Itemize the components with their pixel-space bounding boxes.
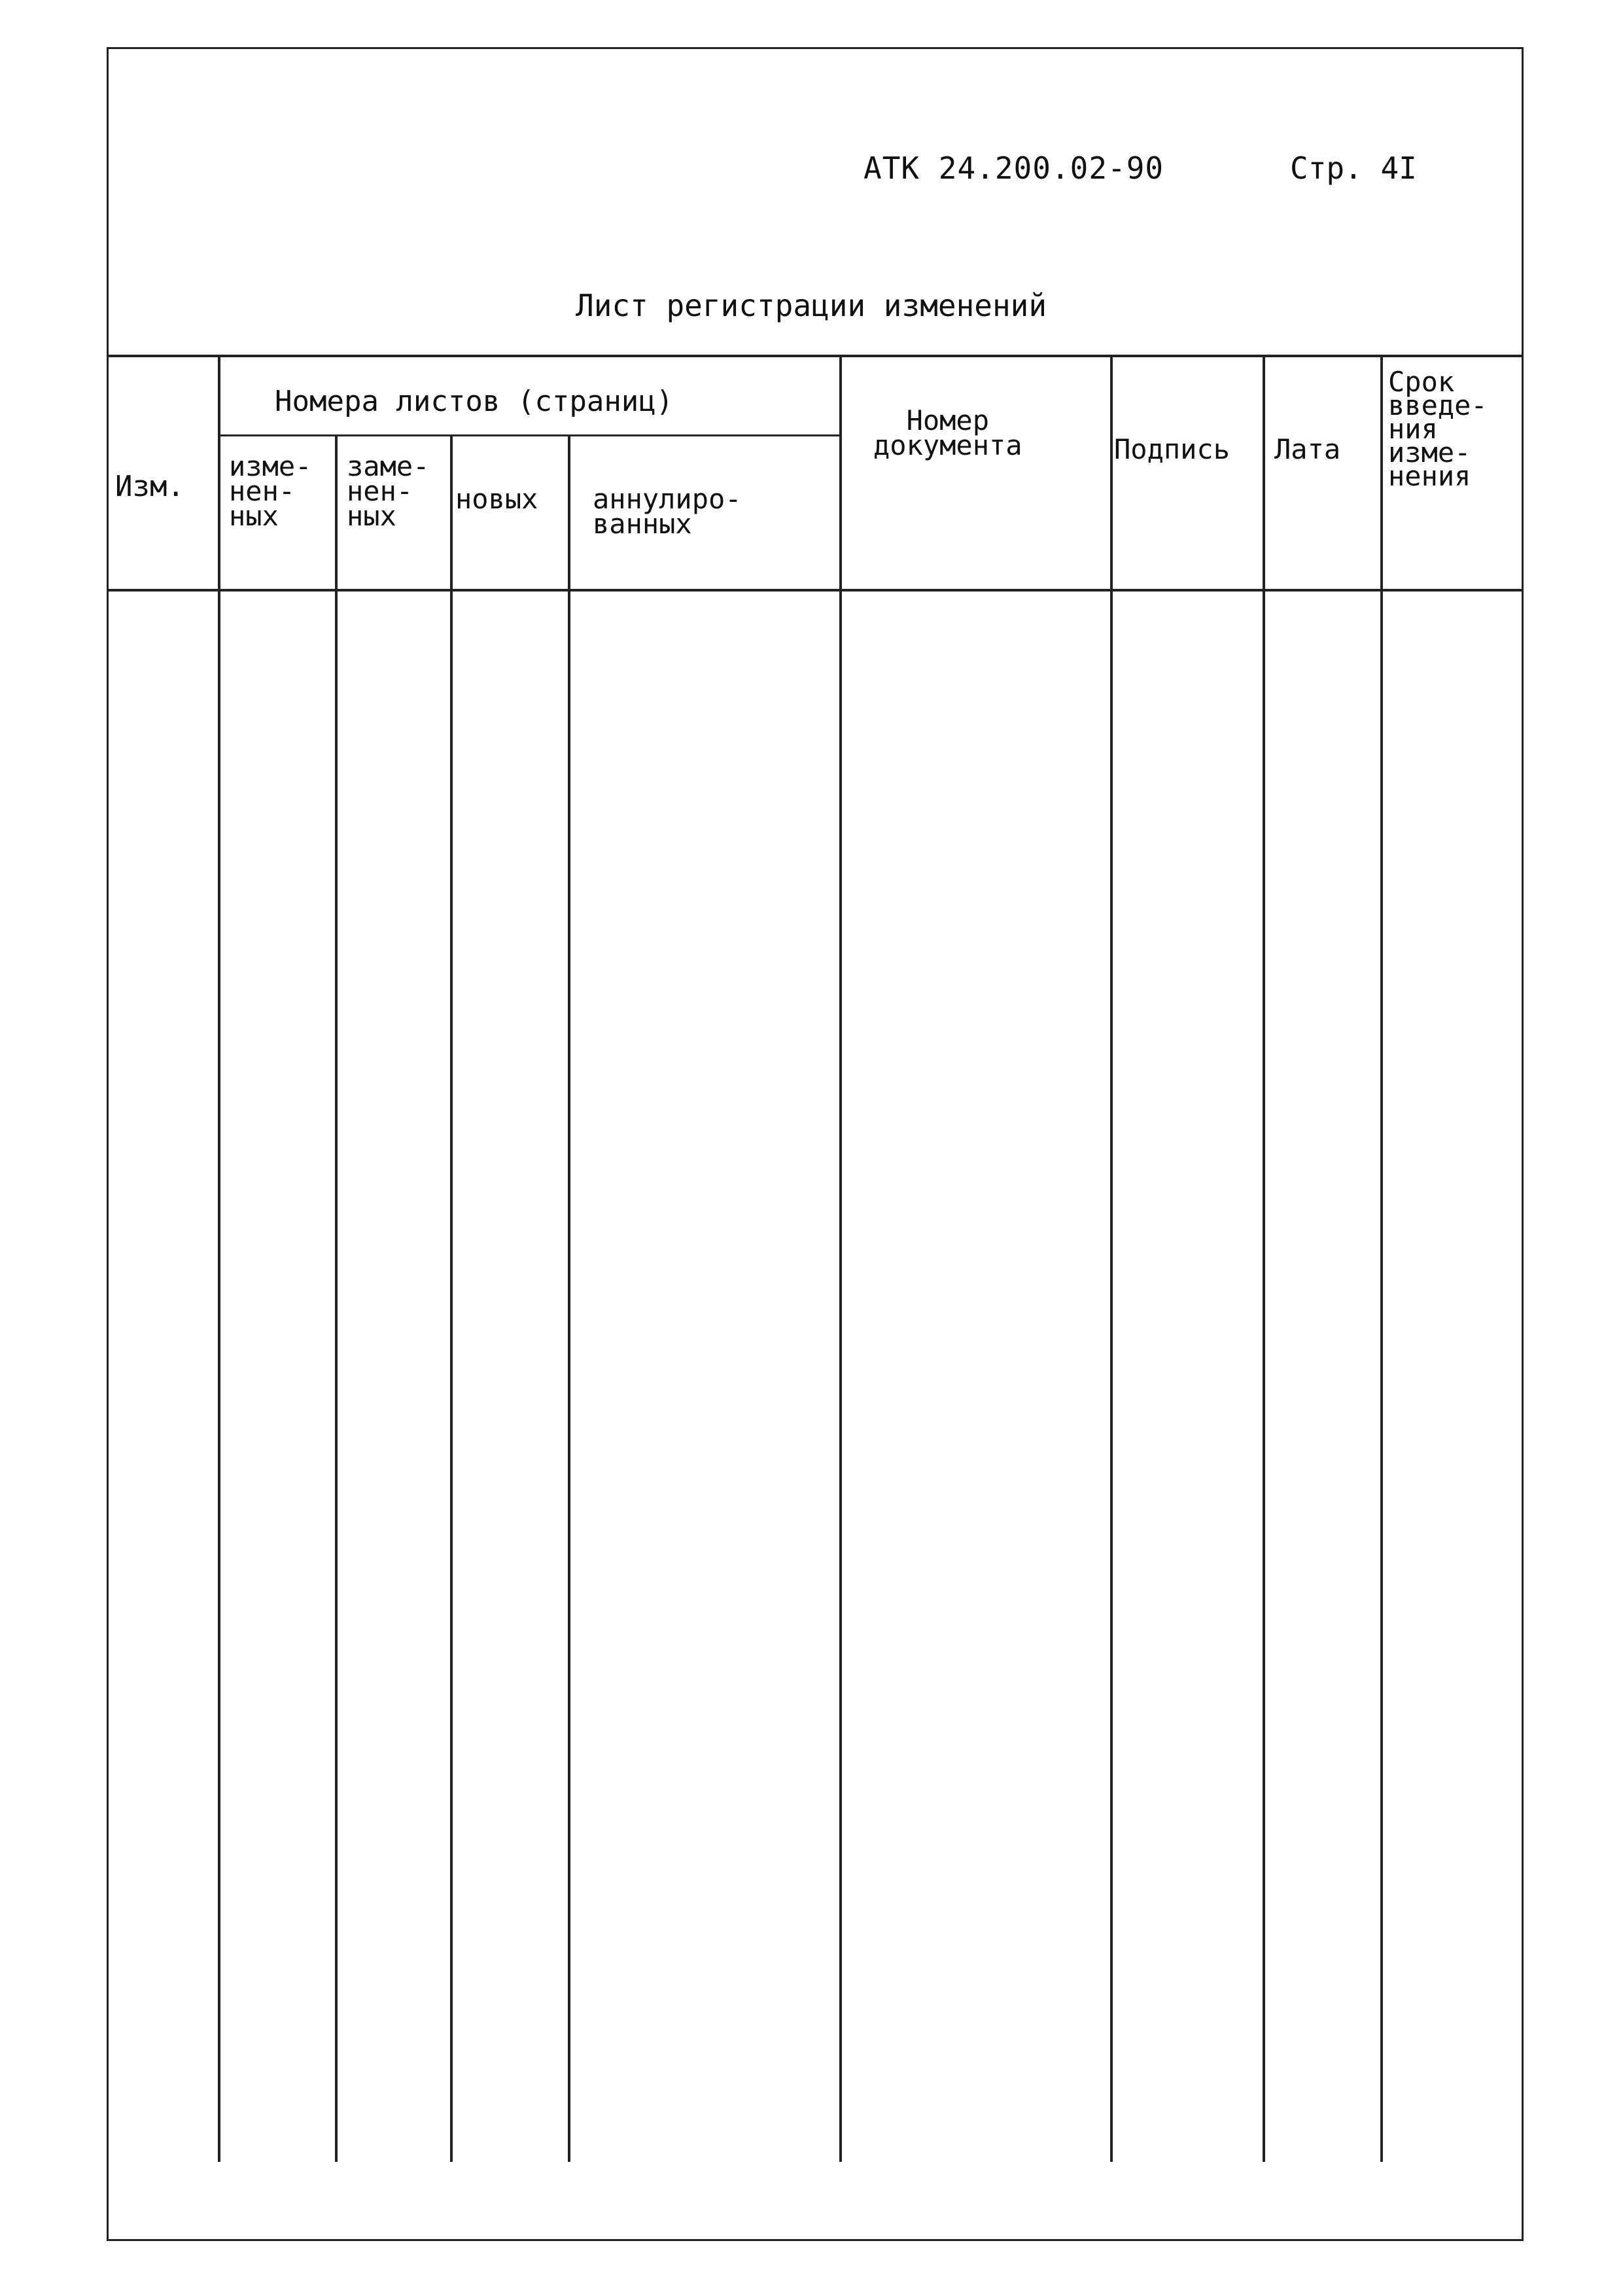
table-top-border xyxy=(107,355,1524,357)
col-divider-1 xyxy=(218,356,220,2162)
header-document-number: Номер документа xyxy=(873,404,1022,461)
col-divider-7 xyxy=(1263,356,1265,2162)
header-date: Лата xyxy=(1274,433,1341,465)
col-divider-6 xyxy=(1110,356,1113,2162)
page-title: Лист регистрации изменений xyxy=(576,288,1047,323)
header-new: новых xyxy=(455,483,538,515)
header-annulled: аннулиро- ванных xyxy=(593,483,742,540)
col-divider-8 xyxy=(1380,356,1383,2162)
col-divider-5 xyxy=(839,356,842,2162)
page-number: Стр. 4I xyxy=(1290,150,1417,186)
col-divider-3 xyxy=(450,434,453,2162)
header-signature: Подпись xyxy=(1114,433,1230,465)
header-sheet-numbers: Номера листов (страниц) xyxy=(275,385,674,418)
header-bottom-border xyxy=(107,589,1524,592)
document-code: АТК 24.200.02-90 xyxy=(864,150,1164,186)
header-deadline: Срок введе- ния изме- нения xyxy=(1388,366,1488,492)
group-header-divider xyxy=(218,434,839,436)
page-frame xyxy=(107,47,1524,2241)
header-replaced: заме- нен- ных xyxy=(347,450,430,532)
header-changed: изме- нен- ных xyxy=(229,450,312,532)
col-divider-2 xyxy=(335,434,338,2162)
col-divider-4 xyxy=(568,434,570,2162)
header-izm: Изм. xyxy=(115,470,184,503)
